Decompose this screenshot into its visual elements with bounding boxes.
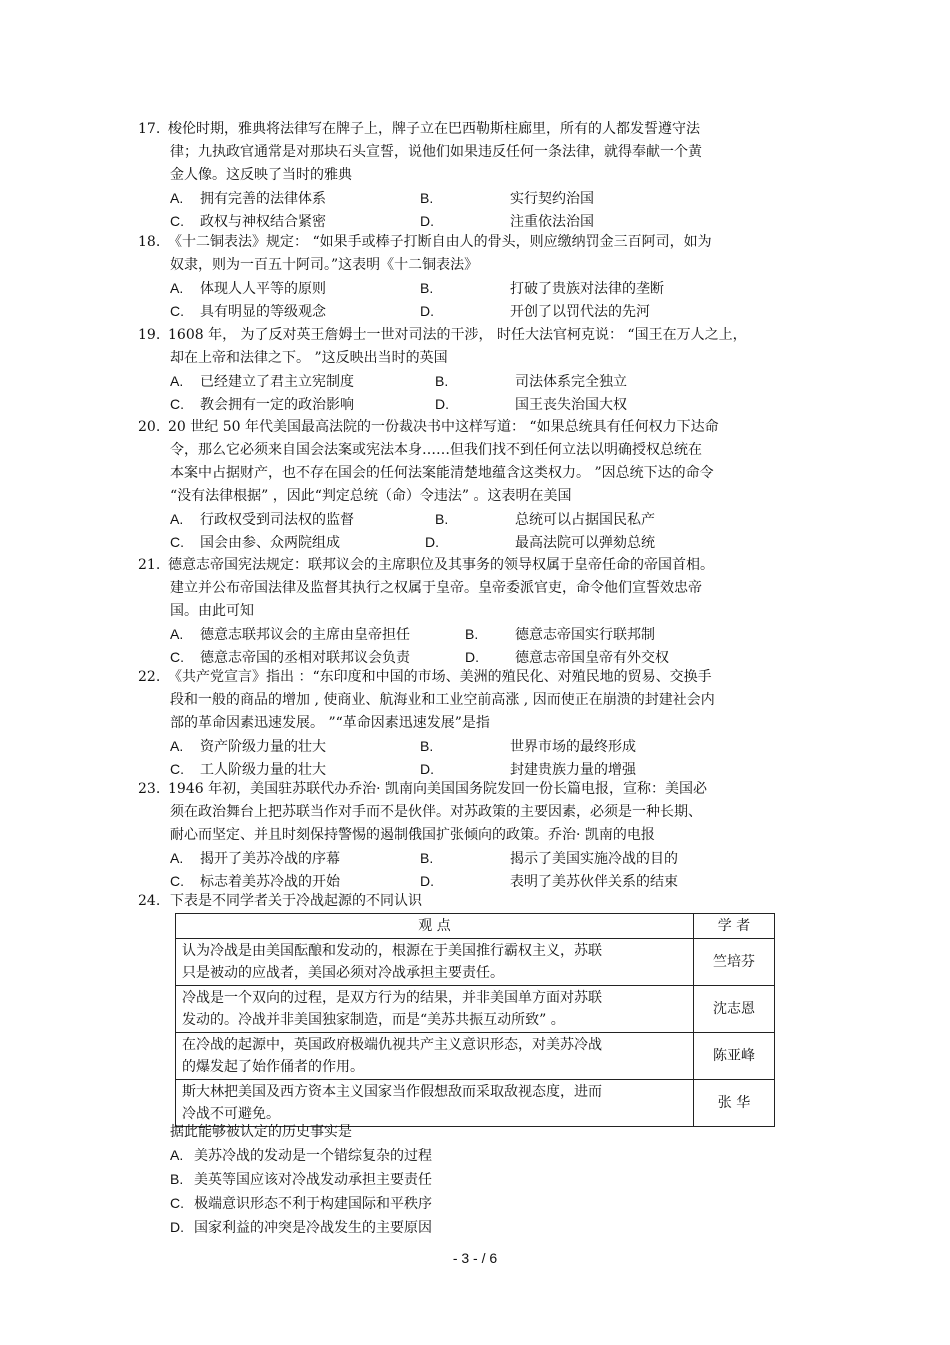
option-c[interactable]: C. 国会由参、众两院组成 bbox=[170, 534, 340, 551]
question-number: 19. bbox=[138, 327, 161, 343]
question-stem bbox=[170, 666, 828, 735]
question-18 bbox=[138, 231, 818, 323]
question-number: 22. bbox=[138, 669, 161, 685]
scholar-views-table bbox=[175, 913, 775, 1127]
options bbox=[170, 187, 818, 233]
option-b[interactable]: B. 司法体系完全独立 bbox=[435, 373, 627, 390]
option-c[interactable]: C. 教会拥有一定的政治影响 bbox=[170, 396, 354, 413]
question-stem bbox=[170, 118, 818, 187]
scholar-cell: 张 华 bbox=[694, 1080, 775, 1127]
option-b[interactable]: B. 美英等国应该对冷战发动承担主要责任 bbox=[170, 1171, 432, 1188]
stem-line: 段和一般的商品的增加 , 使商业、航海业和工业空前高涨 , 因而使正在崩溃的封建社会内 bbox=[170, 692, 715, 708]
option-b[interactable]: B. 揭示了美国实施冷战的目的 bbox=[420, 850, 678, 867]
stem-line: 建立并公布帝国法律及监督其执行之权属于皇帝。皇帝委派官吏，命令他们宣誓效忠帝 bbox=[170, 580, 702, 596]
question-20 bbox=[138, 416, 828, 554]
option-b[interactable]: B. 总统可以占据国民私产 bbox=[435, 511, 655, 528]
question-number: 24. bbox=[138, 893, 161, 909]
options bbox=[170, 735, 828, 781]
option-c[interactable]: C. 标志着美苏冷战的开始 bbox=[170, 873, 340, 890]
question-19 bbox=[138, 324, 818, 416]
question-23 bbox=[138, 778, 818, 893]
question-number: 17. bbox=[138, 121, 161, 137]
scholar-cell: 竺培芬 bbox=[694, 939, 775, 986]
question-stem bbox=[170, 324, 818, 370]
option-a[interactable]: A. 行政权受到司法权的监督 bbox=[170, 511, 354, 528]
option-d[interactable]: D. 国王丧失治国大权 bbox=[435, 396, 627, 413]
stem-line: 20 世纪 50 年代美国最高法院的一份裁决书中这样写道： “如果总统具有任何权力下达命 bbox=[168, 419, 719, 435]
options bbox=[170, 370, 818, 416]
options bbox=[170, 847, 818, 893]
option-d[interactable]: D. 最高法院可以弹劾总统 bbox=[425, 534, 655, 551]
question-stem bbox=[170, 778, 818, 847]
table-row bbox=[176, 1033, 775, 1080]
table-row bbox=[176, 939, 775, 986]
after-stem: 据此能够被认定的历史事实是 bbox=[170, 1124, 352, 1140]
option-b[interactable]: B. 打破了贵族对法律的垄断 bbox=[420, 280, 664, 297]
options bbox=[170, 508, 828, 554]
option-a[interactable]: A. 美苏冷战的发动是一个错综复杂的过程 bbox=[170, 1147, 432, 1164]
question-number: 18. bbox=[138, 234, 161, 250]
stem-line: 却在上帝和法律之下。 ”这反映出当时的英国 bbox=[170, 350, 448, 366]
option-a[interactable]: A. 资产阶级力量的壮大 bbox=[170, 738, 326, 755]
scholar-cell: 沈志恩 bbox=[694, 986, 775, 1033]
question-number: 21. bbox=[138, 557, 161, 573]
view-cell: 认为冷战是由美国酝酿和发动的，根源在于美国推行霸权主义，苏联 只是被动的应战者，美国必须对冷战承担主要责任。 bbox=[176, 939, 694, 986]
option-d[interactable]: D. 表明了美苏伙伴关系的结束 bbox=[420, 873, 678, 890]
option-b[interactable]: B. 世界市场的最终形成 bbox=[420, 738, 636, 755]
option-c[interactable]: C. 具有明显的等级观念 bbox=[170, 303, 326, 320]
stem-line: 部的革命因素迅速发展。 ”“革命因素迅速发展”是指 bbox=[170, 715, 490, 731]
stem-line: 须在政治舞台上把苏联当作对手而不是伙伴。对苏政策的主要因素，必须是一种长期、 bbox=[170, 804, 702, 820]
question-24-continuation bbox=[170, 1121, 432, 1240]
option-d[interactable]: D. 国家利益的冲突是冷战发生的主要原因 bbox=[170, 1219, 432, 1236]
question-22 bbox=[138, 666, 828, 781]
option-d[interactable]: D. 封建贵族力量的增强 bbox=[420, 761, 636, 778]
stem-line: 1946 年初，美国驻苏联代办乔治· 凯南向美国国务院发回一份长篇电报，宣称：美国必 bbox=[168, 781, 707, 797]
stem-line: 国。由此可知 bbox=[170, 603, 254, 619]
question-stem bbox=[170, 554, 818, 623]
page-number: - 3 - / 6 bbox=[452, 1250, 498, 1266]
stem-line: 《共产党宣言》指出 ：“东印度和中国的市场、美洲的殖民化、对殖民地的贸易、交换手 bbox=[168, 669, 712, 685]
option-c[interactable]: C. 极端意识形态不利于构建国际和平秩序 bbox=[170, 1195, 432, 1212]
option-a[interactable]: A. 揭开了美苏冷战的序幕 bbox=[170, 850, 340, 867]
option-a[interactable]: A. 德意志联邦议会的主席由皇帝担任 bbox=[170, 626, 410, 643]
question-stem bbox=[170, 231, 818, 277]
stem-line: 《十二铜表法》规定： “如果手或棒子打断自由人的骨头，则应缴纳罚金三百阿司，如为 bbox=[168, 234, 712, 250]
option-b[interactable]: B. 德意志帝国实行联邦制 bbox=[465, 626, 655, 643]
stem-line: 1608 年， 为了反对英王詹姆士一世对司法的干涉， 时任大法官柯克说： “国王在万人之上， bbox=[168, 327, 747, 343]
table-row bbox=[176, 986, 775, 1033]
question-21 bbox=[138, 554, 818, 669]
question-17 bbox=[138, 118, 818, 233]
stem-line: 本案中占据财产，也不存在国会的任何法案能清楚地蕴含这类权力。 ”因总统下达的命令 bbox=[170, 465, 714, 481]
stem-line: 金人像。这反映了当时的雅典 bbox=[170, 167, 352, 183]
header-view: 观 点 bbox=[176, 914, 694, 939]
stem-line: 律；九执政官通常是对那块石头宣誓，说他们如果违反任何一条法律，就得奉献一个黄 bbox=[170, 144, 702, 160]
question-number: 20. bbox=[138, 419, 161, 435]
table-header-row bbox=[176, 914, 775, 939]
option-a[interactable]: A. 体现人人平等的原则 bbox=[170, 280, 326, 297]
option-c[interactable]: C. 政权与神权结合紧密 bbox=[170, 213, 326, 230]
option-a[interactable]: A. 已经建立了君主立宪制度 bbox=[170, 373, 354, 390]
stem-line: 梭伦时期，雅典将法律写在牌子上，牌子立在巴西勒斯柱廊里，所有的人都发誓遵守法 bbox=[168, 121, 700, 137]
options bbox=[170, 277, 818, 323]
view-cell: 在冷战的起源中，英国政府极端仇视共产主义意识形态，对美苏冷战 的爆发起了始作俑者的作用。 bbox=[176, 1033, 694, 1080]
table-row bbox=[176, 1080, 775, 1127]
stem-line: 德意志帝国宪法规定：联邦议会的主席职位及其事务的领导权属于皇帝任命的帝国首相。 bbox=[168, 557, 714, 573]
scholar-cell: 陈亚峰 bbox=[694, 1033, 775, 1080]
question-number: 23. bbox=[138, 781, 161, 797]
stem-line: 奴隶，则为一百五十阿司。”这表明《十二铜表法》 bbox=[170, 257, 479, 273]
option-b[interactable]: B. 实行契约治国 bbox=[420, 190, 594, 207]
view-cell: 冷战是一个双向的过程，是双方行为的结果，并非美国单方面对苏联 发动的。冷战并非美国独家制造，而是“美苏共振互动所致” 。 bbox=[176, 986, 694, 1033]
header-scholar: 学 者 bbox=[694, 914, 775, 939]
stem-line: “没有法律根据” ，因此“判定总统（命）令违法” 。这表明在美国 bbox=[170, 488, 572, 504]
question-stem: 下表是不同学者关于冷战起源的不同认识 bbox=[170, 893, 422, 909]
option-a[interactable]: A. 拥有完善的法律体系 bbox=[170, 190, 326, 207]
option-c[interactable]: C. 德意志帝国的丞相对联邦议会负责 bbox=[170, 649, 410, 666]
option-d[interactable]: D. 开创了以罚代法的先河 bbox=[420, 303, 650, 320]
option-c[interactable]: C. 工人阶级力量的壮大 bbox=[170, 761, 326, 778]
question-24 bbox=[138, 890, 818, 913]
option-d[interactable]: D. 注重依法治国 bbox=[420, 213, 594, 230]
stem-line: 耐心而坚定、并且时刻保持警惕的遏制俄国扩张倾向的政策。乔治· 凯南的电报 bbox=[170, 827, 655, 843]
view-cell: 斯大林把美国及西方资本主义国家当作假想敌而采取敌视态度，进而 冷战不可避免。 bbox=[176, 1080, 694, 1127]
option-d[interactable]: D. 德意志帝国皇帝有外交权 bbox=[465, 649, 669, 666]
options bbox=[170, 623, 818, 669]
question-stem bbox=[170, 416, 828, 508]
stem-line: 令，那么它必须来自国会法案或宪法本身……但我们找不到任何立法以明确授权总统在 bbox=[170, 442, 702, 458]
